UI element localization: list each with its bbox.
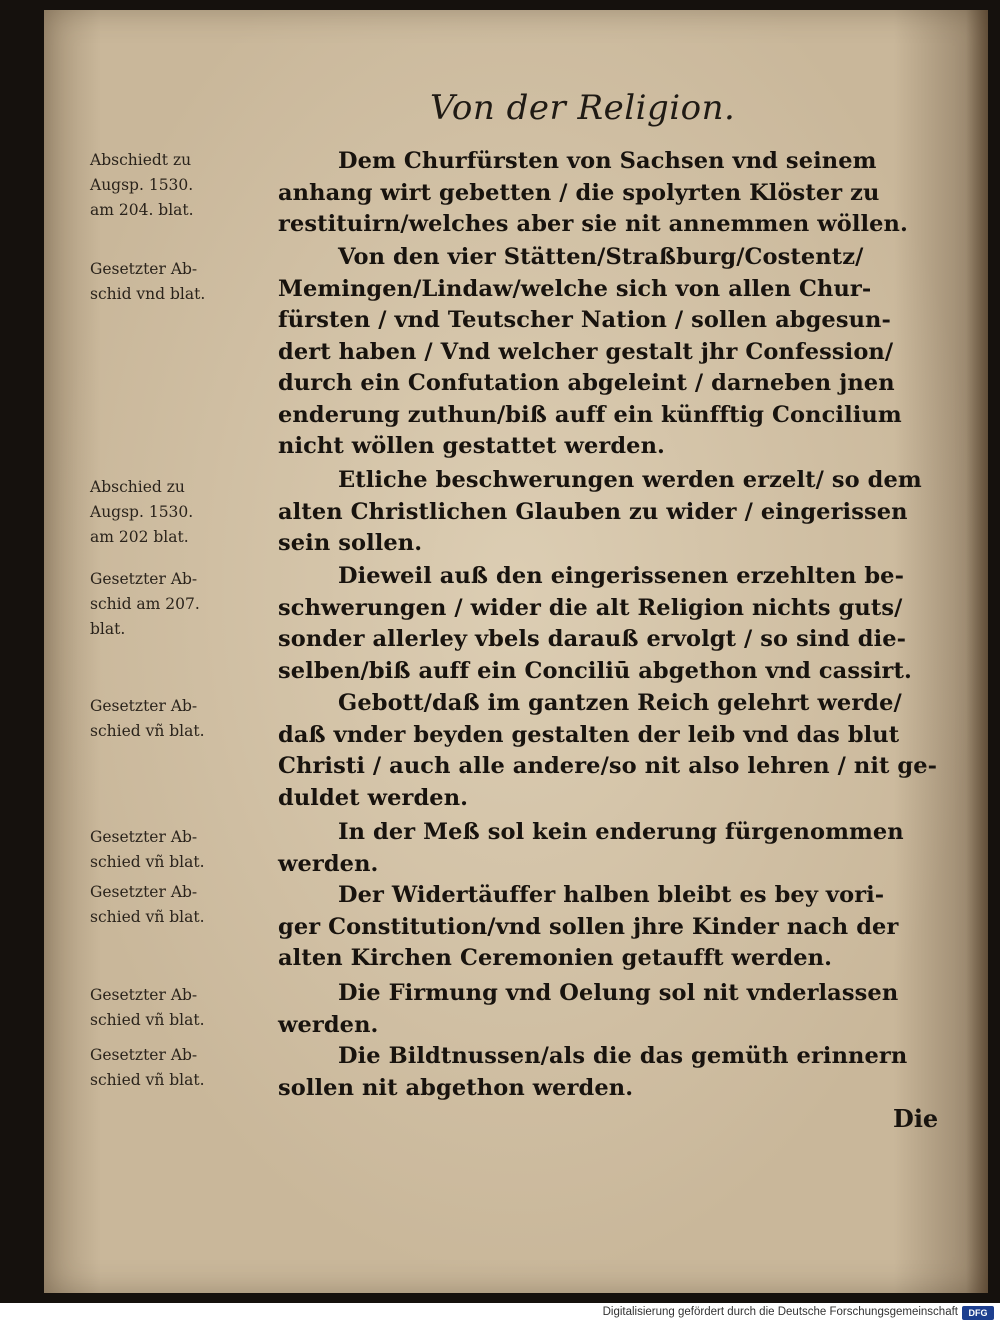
body-paragraph: Dieweil auß den eingerissenen erzehlten be- schwerungen / wider die alt Religion nichts guts/ sonder allerley vbels darauß ervolgt / so sind die- selben/biß auff ein Conciliū abgethon vnd cassirt. xyxy=(278,563,912,684)
running-head: Von der Religion. xyxy=(430,88,736,128)
margin-note: Abschiedt zu Augsp. 1530. am 204. blat. xyxy=(90,151,194,219)
margin-note: Gesetzter Ab- schid vnd blat. xyxy=(90,260,206,303)
margin-note: Abschied zu Augsp. 1530. am 202 blat. xyxy=(90,478,194,546)
body-paragraph: Die Firmung vnd Oelung sol nit vnderlassen werden. xyxy=(278,980,899,1038)
body-paragraph: Etliche beschwerungen werden erzelt/ so dem alten Christlichen Glauben zu wider / eingerissen sein sollen. xyxy=(278,467,922,556)
body-paragraph: Der Widertäuffer halben bleibt es bey vori- ger Constitution/vnd sollen jhre Kinder nach der alten Kirchen Ceremonien getaufft werden. xyxy=(278,882,899,971)
dfg-credit-text: Digitalisierung gefördert durch die Deutsche Forschungsgemeinschaft xyxy=(602,1306,958,1318)
body-paragraph: In der Meß sol kein enderung fürgenommen werden. xyxy=(278,819,904,877)
margin-note: Gesetzter Ab- schied vñ blat. xyxy=(90,1046,205,1089)
margin-note: Gesetzter Ab- schied vñ blat. xyxy=(90,883,205,926)
digitization-footer xyxy=(0,1303,1000,1324)
margin-note: Gesetzter Ab- schid am 207. blat. xyxy=(90,570,200,638)
catchword: Die xyxy=(893,1104,939,1133)
body-paragraph: Dem Churfürsten von Sachsen vnd seinem anhang wirt gebetten / die spolyrten Klöster zu restituirn/welches aber sie nit annemmen wöllen. xyxy=(278,148,908,237)
body-paragraph: Gebott/daß im gantzen Reich gelehrt werde/ daß vnder beyden gestalten der leib vnd das blut Christi / auch alle andere/so nit also lehren / nit ge- duldet werden. xyxy=(278,690,938,811)
margin-note: Gesetzter Ab- schied vñ blat. xyxy=(90,986,205,1029)
body-paragraph: Die Bildtnussen/als die das gemüth erinnern sollen nit abgethon werden. xyxy=(278,1043,908,1101)
margin-note: Gesetzter Ab- schied vñ blat. xyxy=(90,828,205,871)
page-gutter-shadow xyxy=(966,10,988,1293)
margin-note: Gesetzter Ab- schied vñ blat. xyxy=(90,697,205,740)
body-paragraph: Von den vier Stätten/Straßburg/Costentz/ Memingen/Lindaw/welche sich von allen Chur- fürsten / vnd Teutscher Nation / sollen abgesun- dert haben / Vnd welcher gestalt jhr Confession/ durch ein Confutation abgeleint / darneben jnen enderung zuthun/biß auff ein künfftig Concilium nicht wöllen gestattet werden. xyxy=(278,244,902,459)
dfg-logo-icon: DFG xyxy=(962,1306,994,1320)
